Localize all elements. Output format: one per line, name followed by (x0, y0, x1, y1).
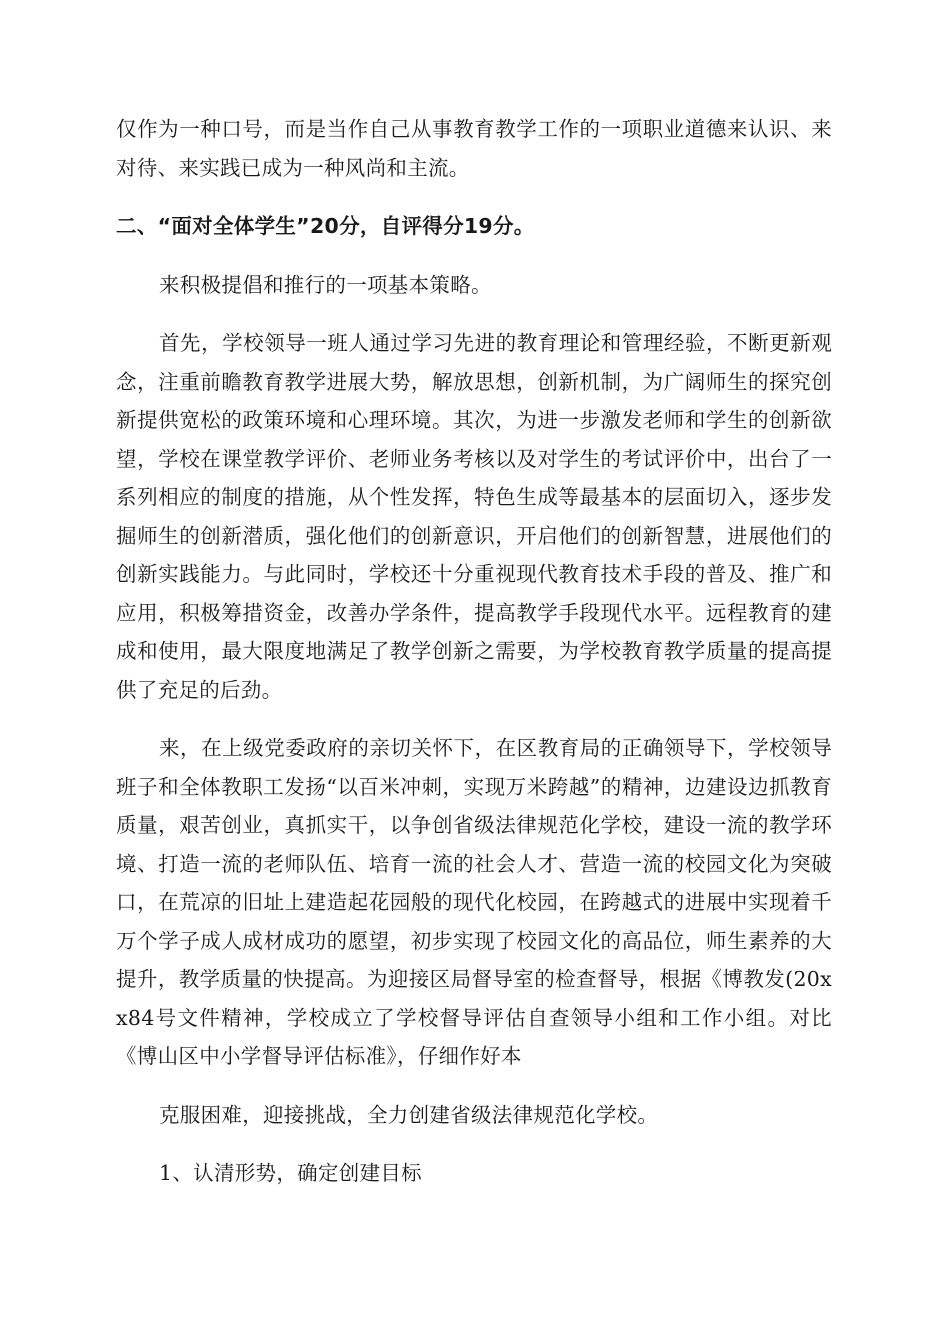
paragraph-strategy: 来积极提倡和推行的一项基本策略。 (159, 272, 492, 297)
paragraph-school-development: 来，在上级党委政府的亲切关怀下，在区教育局的正确领导下，学校领导班子和全体教职工发扬“以百米冲刺，实现万米跨越”的精神，边建设边抓教育质量，艰苦创业，真抓实干，以争创省级法律规范化学校，建设一流的教学环境、打造一流的老师队伍、培育一流的社会人才、营造一流的校园文化为突破口，在荒凉的旧址上建造起花园般的现代化校园，在跨越式的进展中实现着千万个学子成人成材成功的愿望，初步实现了校园文化的高品位，师生素养的大提升，教学质量的快提高。为迎接区局督导室的检查督导，根据《博教发(20xx84号文件精神，学校成立了学校督导评估自查领导小组和工作小组。对比《博山区中小学督导评估标准》，仔细作好本 (116, 736, 832, 1068)
paragraph-overcome: 克服困难，迎接挑战，全力创建省级法律规范化学校。 (159, 1102, 659, 1127)
paragraph-continuation: 仅作为一种口号，而是当作自己从事教育教学工作的一项职业道德来认识、来对待、来实践已成为一种风尚和主流。 (116, 117, 832, 180)
paragraph-innovation: 首先，学校领导一班人通过学习先进的教育理论和管理经验，不断更新观念，注重前瞻教育教学进展大势，解放思想，创新机制，为广阔师生的探究创新提供宽松的政策环境和心理环境。其次，为进一步激发老师和学生的创新欲望，学校在课堂教学评价、老师业务考核以及对学生的考试评价中，出台了一系列相应的制度的措施，从个性发挥，特色生成等最基本的层面切入，逐步发掘师生的创新潜质，强化他们的创新意识，开启他们的创新智慧，进展他们的创新实践能力。与此同时，学校还十分重视现代教育技术手段的普及、推广和应用，积极筹措资金，改善办学条件，提高教学手段现代水平。远程教育的建成和使用，最大限度地满足了教学创新之需要，为学校教育教学质量的提高提供了充足的后劲。 (116, 331, 832, 702)
document-body (116, 110, 832, 1193)
section-heading: 二、“面对全体学生”20分，自评得分19分。 (116, 214, 535, 238)
list-item-1: 1、认清形势，确定创建目标 (159, 1161, 422, 1185)
